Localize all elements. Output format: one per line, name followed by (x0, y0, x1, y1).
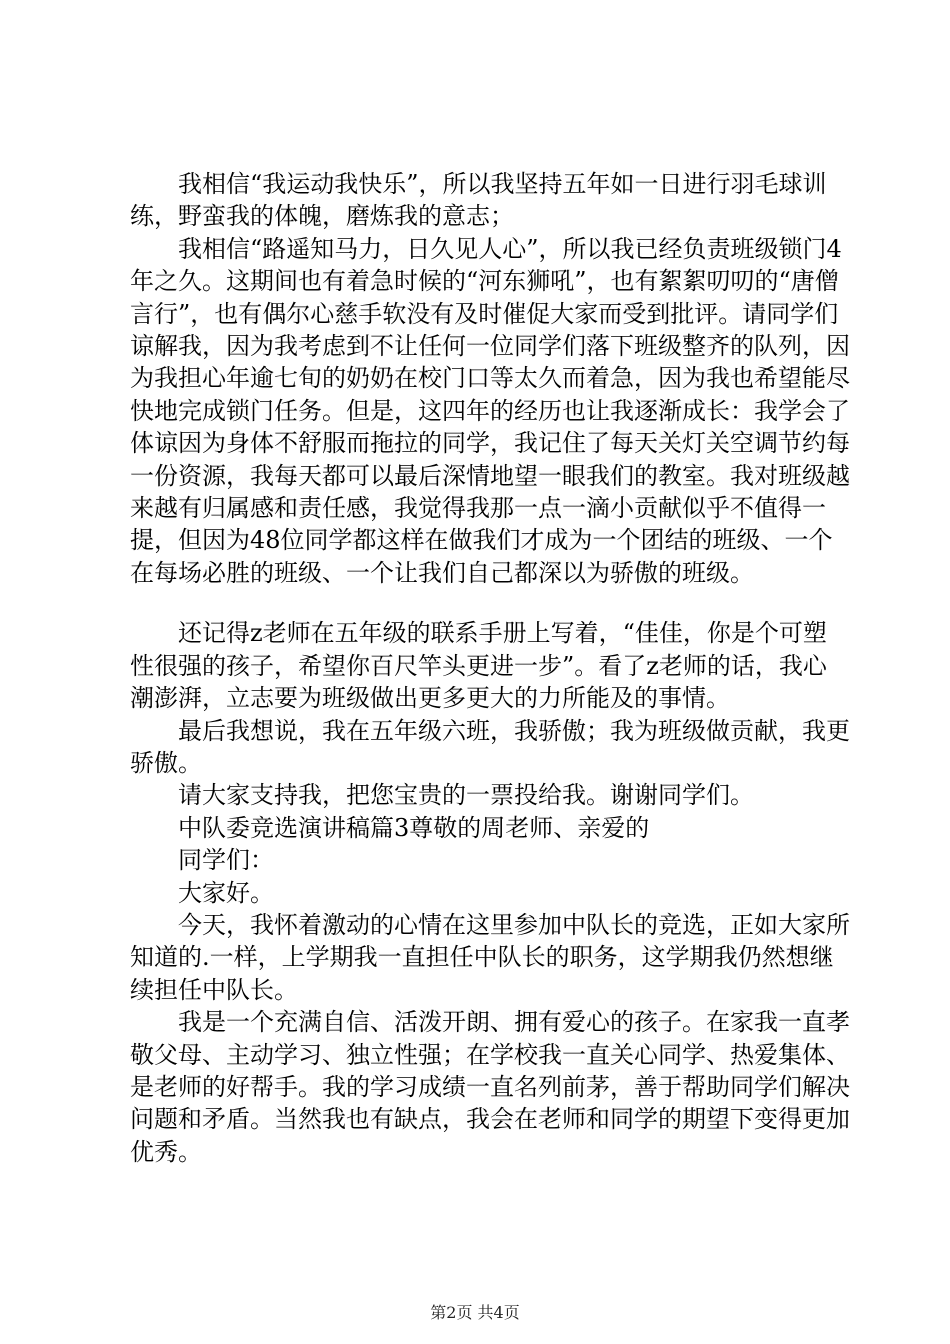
document-body (130, 168, 850, 1168)
paragraph-teacher-note: 还记得z老师在五年级的联系手册上写着，“佳佳，你是个可塑性很强的孩子，希望你百尺竿头更进一步”。看了z老师的话，我心潮澎湃，立志要为班级做出更多更大的力所能及的事情。 (130, 619, 827, 713)
paragraph-salutation: 同学们： (178, 846, 274, 875)
paragraph-intro: 今天，我怀着激动的心情在这里参加中队长的竞选，正如大家所知道的.一样，上学期我一直担任中队长的职务，这学期我仍然想继续担任中队长。 (130, 910, 850, 1004)
paragraph-closing: 最后我想说，我在五年级六班，我骄傲；我为班级做贡献，我更骄傲。 (130, 716, 850, 777)
paragraph-vote-request: 请大家支持我，把您宝贵的一票投给我。谢谢同学们。 (178, 781, 754, 810)
paragraph-badminton: 我相信“我运动我快乐”，所以我坚持五年如一日进行羽毛球训练，野蛮我的体魄，磨炼我的意志； (130, 170, 827, 231)
paragraph-gap (130, 589, 850, 617)
page-number: 第2页 共4页 (430, 1303, 520, 1322)
paragraph-speech-title: 中队委竞选演讲稿篇3尊敬的周老师、亲爱的 (178, 813, 650, 842)
paragraph-self-description: 我是一个充满自信、活泼开朗、拥有爱心的孩子。在家我一直孝敬父母、主动学习、独立性强；在学校我一直关心同学、热爱集体、是老师的好帮手。我的学习成绩一直名列前茅，善于帮助同学们解决问题和矛盾。当然我也有缺点，我会在老师和同学的期望下变得更加优秀。 (130, 1008, 850, 1166)
paragraph-lock-duty: 我相信“路遥知马力，日久见人心”，所以我已经负责班级锁门4年之久。这期间也有着急时候的“河东狮吼”，也有絮絮叨叨的“唐僧言行”，也有偶尔心慈手软没有及时催促大家而受到批评。请同学们谅解我，因为我考虑到不让任何一位同学们落下班级整齐的队列，因为我担心年逾七旬的奶奶在校门口等太久而着急，因为我也希望能尽快地完成锁门任务。但是，这四年的经历也让我逐渐成长：我学会了体谅因为身体不舒服而拖拉的同学，我记住了每天关灯关空调节约每一份资源，我每天都可以最后深情地望一眼我们的教室。我对班级越来越有归属感和责任感，我觉得我那一点一滴小贡献似乎不值得一提，但因为48位同学都这样在做我们才成为一个团结的班级、一个在每场必胜的班级、一个让我们自己都深以为骄傲的班级。 (130, 234, 850, 587)
paragraph-greeting: 大家好。 (178, 878, 274, 907)
